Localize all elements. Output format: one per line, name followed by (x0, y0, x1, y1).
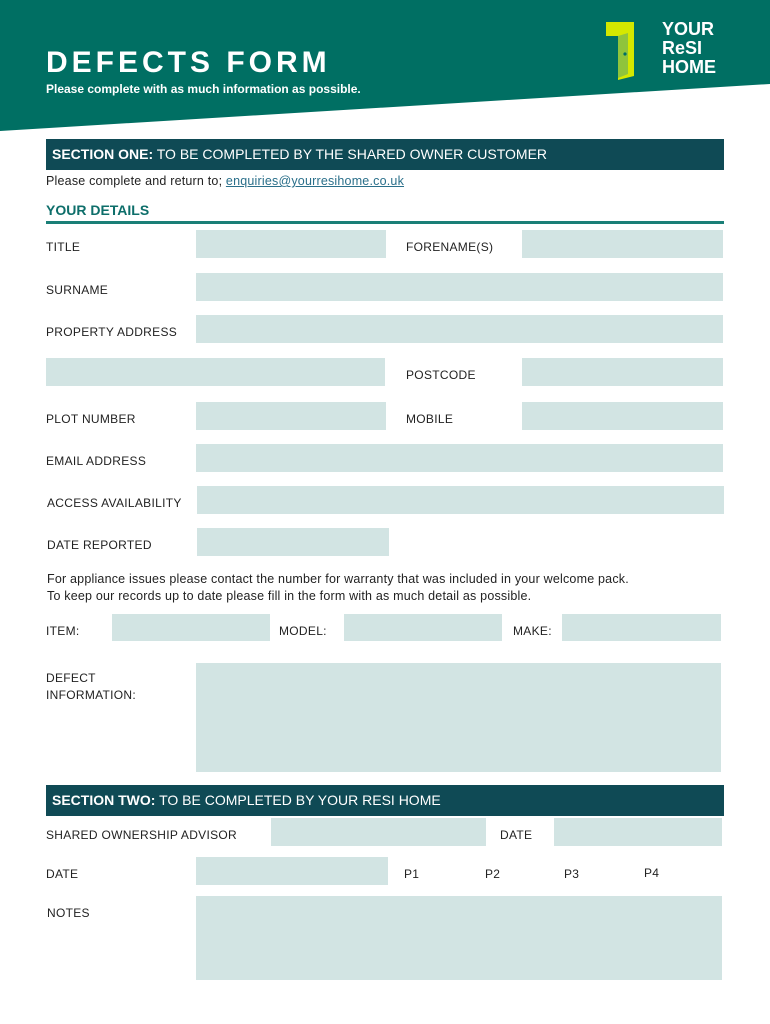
defect-label: DEFECT (46, 671, 96, 685)
logo-wordmark (662, 20, 716, 77)
access-availability-field[interactable] (197, 486, 724, 514)
date-label: DATE (46, 867, 79, 881)
make-label: MAKE: (513, 624, 552, 638)
advisor-field[interactable] (271, 818, 486, 846)
section-one-text: TO BE COMPLETED BY THE SHARED OWNER CUSTOMER (153, 146, 548, 162)
date-top-field[interactable] (554, 818, 722, 846)
mobile-label: MOBILE (406, 412, 454, 426)
postcode-label: POSTCODE (406, 368, 476, 382)
model-field[interactable] (344, 614, 502, 641)
p1-label[interactable]: P1 (404, 867, 420, 881)
section-two-bold: SECTION TWO: (52, 792, 156, 808)
email-link[interactable]: enquiries@yourresihome.co.uk (225, 174, 405, 188)
email-address-label: EMAIL ADDRESS (46, 454, 147, 468)
surname-field[interactable] (196, 273, 723, 301)
date-field[interactable] (196, 857, 388, 885)
return-instruction (46, 174, 404, 188)
logo-line: ReSI (662, 38, 703, 58)
access-availability-label: ACCESS AVAILABILITY (47, 496, 182, 510)
p3-label[interactable]: P3 (564, 867, 580, 881)
surname-label: SURNAME (46, 283, 109, 297)
heading-rule (46, 221, 724, 224)
instruction-text: Please complete and return to; (46, 174, 226, 188)
date-top-label: DATE (500, 828, 533, 842)
resi-home-logo (604, 20, 734, 84)
section-one-bold: SECTION ONE: (52, 146, 154, 162)
forename-label: FORENAME(S) (406, 240, 494, 254)
appliance-note: For appliance issues please contact the number for warranty that was included in your welcome pack. (47, 572, 629, 586)
form-subtitle: Please complete with as much information as possible. (46, 82, 361, 96)
item-label: ITEM: (46, 624, 80, 638)
advisor-label: SHARED OWNERSHIP ADVISOR (46, 828, 238, 842)
forename-field[interactable] (522, 230, 723, 258)
date-reported-field[interactable] (197, 528, 389, 556)
property-address-label: PROPERTY ADDRESS (46, 325, 178, 339)
section-two-text: TO BE COMPLETED BY YOUR RESI HOME (155, 792, 441, 808)
email-address-field[interactable] (196, 444, 723, 472)
model-label: MODEL: (279, 624, 327, 638)
section-two-bar (46, 785, 724, 816)
p4-label[interactable]: P4 (644, 866, 660, 880)
logo-line: YOUR (662, 19, 715, 39)
logo-line: HOME (662, 57, 716, 77)
title-field[interactable] (196, 230, 386, 258)
mobile-field[interactable] (522, 402, 723, 430)
your-details-heading: YOUR DETAILS (46, 202, 150, 218)
make-field[interactable] (562, 614, 721, 641)
section-one-bar (46, 139, 724, 170)
plot-number-field[interactable] (196, 402, 386, 430)
door-logo-icon (604, 20, 638, 80)
defect-information-field[interactable] (196, 663, 721, 772)
property-address-field[interactable] (196, 315, 723, 343)
plot-number-label: PLOT NUMBER (46, 412, 136, 426)
p2-label[interactable]: P2 (485, 867, 501, 881)
form-title: DEFECTS FORM (46, 46, 331, 79)
notes-label: NOTES (47, 906, 90, 920)
defect-information-label: INFORMATION: (46, 688, 137, 702)
records-note: To keep our records up to date please fill in the form with as much detail as possible. (47, 589, 532, 603)
notes-field[interactable] (196, 896, 722, 980)
item-field[interactable] (112, 614, 270, 641)
title-label: TITLE (46, 240, 81, 254)
postcode-field[interactable] (522, 358, 723, 386)
property-address-line2-field[interactable] (46, 358, 385, 386)
date-reported-label: DATE REPORTED (47, 538, 152, 552)
